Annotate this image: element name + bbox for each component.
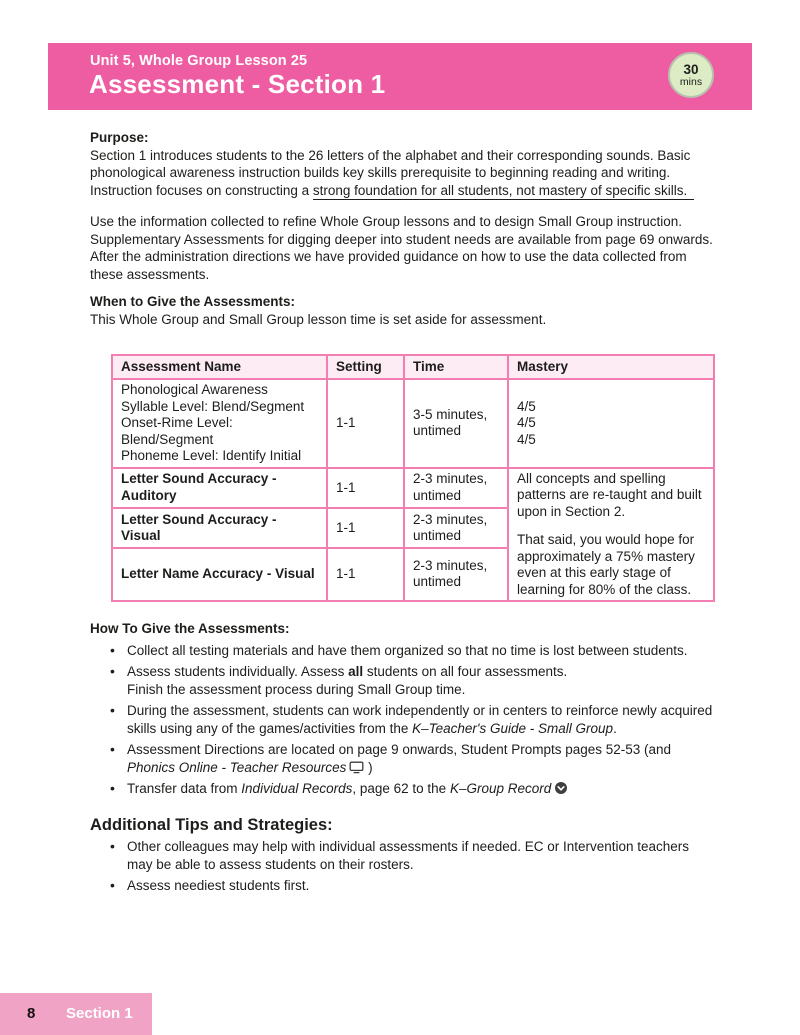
tips-heading: Additional Tips and Strategies: bbox=[90, 815, 333, 834]
col-header-time: Time bbox=[404, 355, 508, 379]
time-line: 2-3 minutes, bbox=[413, 511, 488, 527]
table-row bbox=[112, 468, 714, 509]
purpose-text: Section 1 introduces students to the 26 letters of the alphabet and their corresponding sounds. Basic phonological awareness instruction builds key skills prerequisite to beginning reading and writing. Instruction focuses on constructing a bbox=[90, 147, 691, 198]
bullet-text: Assessment Directions are located on page 9 onwards, Student Prompts pages 52-53 (and bbox=[127, 742, 672, 757]
list-item bbox=[90, 642, 716, 660]
bullet-text-italic: Individual Records bbox=[241, 781, 353, 796]
list-item bbox=[90, 780, 716, 798]
lesson-eyebrow: Unit 5, Whole Group Lesson 25 bbox=[90, 53, 308, 69]
when-heading: When to Give the Assessments: bbox=[90, 294, 296, 309]
setting-cell: 1-1 bbox=[327, 508, 404, 548]
time-line: 2-3 minutes, bbox=[413, 471, 488, 487]
time-line: untimed bbox=[413, 528, 462, 544]
footer-section-label: Section 1 bbox=[66, 1005, 133, 1022]
time-line: 2-3 minutes, bbox=[413, 557, 488, 573]
mastery-notes-cell bbox=[508, 468, 714, 602]
mastery-score: 4/5 bbox=[517, 415, 536, 430]
table-header-row bbox=[112, 355, 714, 379]
purpose-paragraph bbox=[90, 147, 716, 200]
purpose-heading: Purpose: bbox=[90, 130, 149, 145]
list-item bbox=[90, 741, 716, 776]
time-cell bbox=[404, 379, 508, 468]
assessment-sublevel: Onset-Rime Level: Blend/Segment bbox=[121, 415, 233, 447]
time-line: untimed bbox=[413, 487, 462, 503]
assessment-name-cell: Letter Sound Accuracy - Auditory bbox=[112, 468, 327, 509]
bullet-text: Collect all testing materials and have them organized so that no time is lost between students. bbox=[127, 642, 688, 658]
col-header-mastery: Mastery bbox=[508, 355, 714, 379]
bullet-text: students on all four assessments. bbox=[363, 664, 568, 679]
col-header-setting: Setting bbox=[327, 355, 404, 379]
bullet-text: Assess students individually. Assess bbox=[127, 664, 349, 679]
table-row bbox=[112, 379, 714, 468]
mastery-note: All concepts and spelling patterns are re-taught and built upon in Section 2. bbox=[517, 470, 702, 519]
list-item bbox=[90, 838, 716, 873]
duration-unit: mins bbox=[679, 76, 703, 88]
setting-cell: 1-1 bbox=[327, 468, 404, 509]
when-body: This Whole Group and Small Group lesson time is set aside for assessment. bbox=[90, 311, 547, 327]
bullet-text-italic: K–Teacher's Guide - Small Group bbox=[412, 720, 614, 736]
mastery-score: 4/5 bbox=[517, 398, 536, 414]
how-heading: How To Give the Assessments: bbox=[90, 621, 290, 636]
mastery-cell bbox=[508, 379, 714, 468]
usage-paragraph: Use the information collected to refine Whole Group lessons and to design Small Group instruction. Supplementary Assessments for digging deeper into student needs are available from page 69 onwards. After the administration directions we have provided guidance on how to use the data collected from these assessments. bbox=[90, 214, 713, 282]
duration-badge bbox=[668, 52, 714, 98]
purpose-underlined-phrase: strong foundation for all students, not mastery of specific skills. bbox=[313, 183, 694, 200]
assessment-name-cell: Letter Name Accuracy - Visual bbox=[112, 548, 327, 601]
bullet-text-line2: Finish the assessment process during Small Group time. bbox=[127, 681, 466, 697]
page-number: 8 bbox=[27, 1005, 36, 1022]
assessment-sublevel: Phoneme Level: Identify Initial bbox=[121, 448, 302, 463]
mastery-note: That said, you would hope for approximately a 75% mastery even at this early stage of learning for 80% of the class. bbox=[517, 532, 695, 597]
time-line: untimed bbox=[413, 574, 462, 590]
lesson-header-banner bbox=[48, 43, 752, 110]
list-item bbox=[90, 877, 716, 895]
footer-bar bbox=[0, 993, 152, 1035]
bullet-text: Other colleagues may help with individual assessments if needed. EC or Intervention teachers may be able to assess students on their rosters. bbox=[127, 839, 690, 872]
bullet-text: Assess neediest students first. bbox=[127, 878, 310, 893]
monitor-icon bbox=[349, 761, 364, 774]
setting-cell: 1-1 bbox=[327, 379, 404, 468]
bullet-text-italic: Phonics Online - Teacher Resources bbox=[127, 759, 347, 775]
list-item bbox=[90, 702, 716, 737]
duration-value: 30 bbox=[683, 61, 699, 77]
bullet-text: , page 62 to the bbox=[352, 781, 450, 796]
bullet-text-bold: all bbox=[348, 664, 364, 679]
page-body bbox=[90, 129, 716, 895]
setting-cell: 1-1 bbox=[327, 548, 404, 601]
assessment-name-cell: Letter Sound Accuracy - Visual bbox=[112, 508, 327, 548]
bullet-text-italic: K–Group Record bbox=[449, 781, 552, 796]
col-header-assessment-name: Assessment Name bbox=[112, 355, 327, 379]
bullet-text: ) bbox=[364, 759, 373, 775]
assessment-sublevel: Syllable Level: Blend/Segment bbox=[121, 398, 305, 414]
assessment-name-cell bbox=[112, 379, 327, 468]
time-line: untimed bbox=[413, 423, 462, 439]
tips-bullet-list bbox=[90, 838, 716, 895]
time-cell bbox=[404, 508, 508, 548]
bullet-text: Transfer data from bbox=[127, 781, 242, 796]
bullet-text: . bbox=[613, 720, 617, 736]
how-bullet-list bbox=[90, 642, 716, 798]
time-line: 3-5 minutes, bbox=[413, 406, 488, 422]
assessment-name: Phonological Awareness bbox=[121, 382, 268, 397]
list-item bbox=[90, 663, 716, 698]
time-cell bbox=[404, 548, 508, 601]
time-cell bbox=[404, 468, 508, 509]
download-circle-icon bbox=[554, 781, 568, 795]
mastery-score: 4/5 bbox=[517, 431, 536, 447]
assessment-table bbox=[111, 354, 715, 602]
page-title: Assessment - Section 1 bbox=[89, 69, 386, 99]
bullet-text: During the assessment, students can work independently or in centers to reinforce newly acquired skills using any of the games/activities from the bbox=[127, 703, 713, 736]
